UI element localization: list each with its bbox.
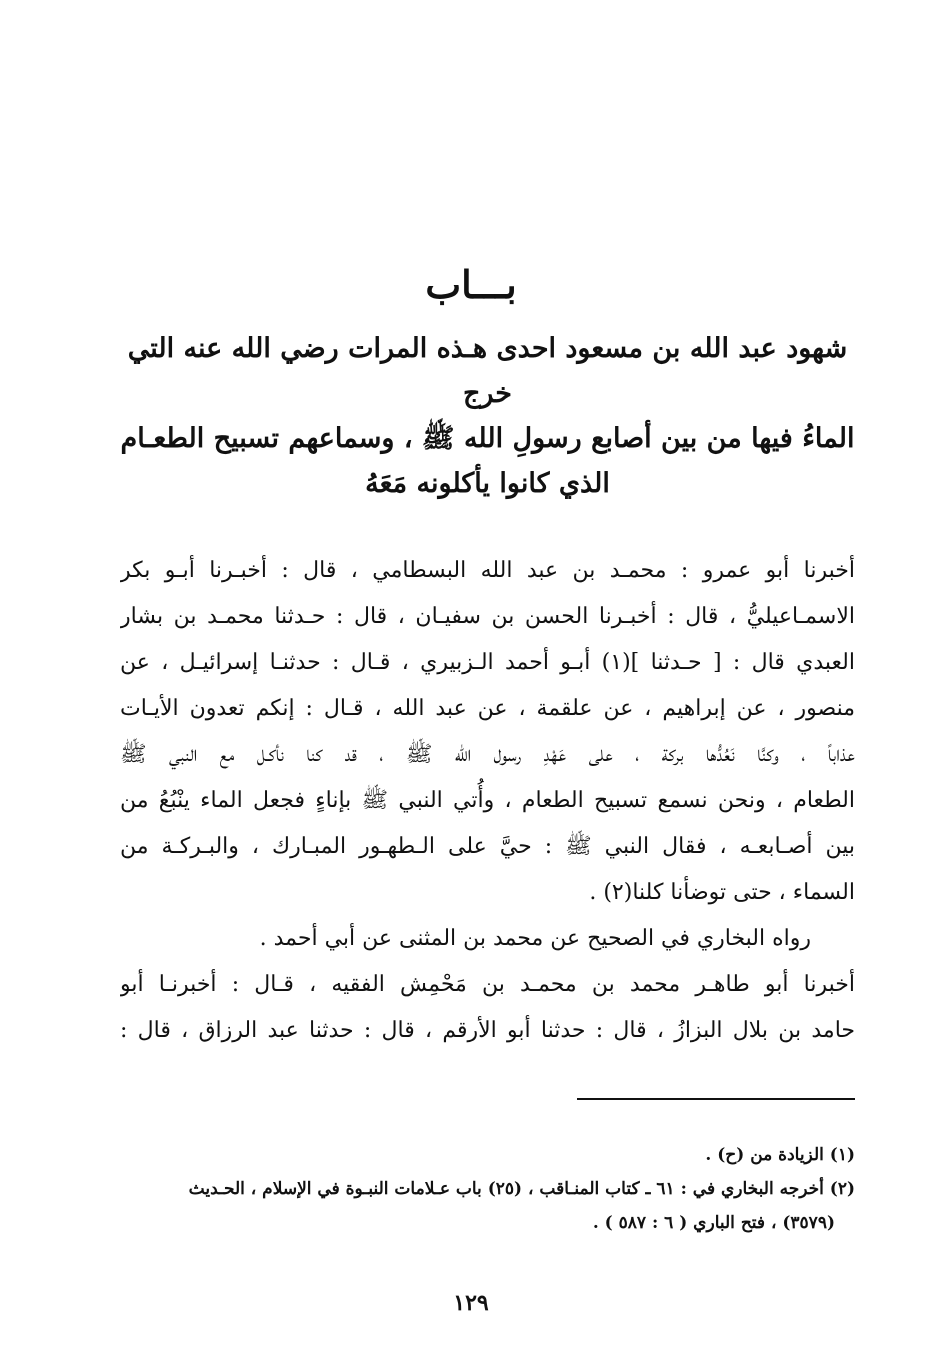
body-line: الطعام ، ونحن نسمع تسبيح الطعام ، وأُتي النبي ﷺ بإناءٍ فجعل الماء ينْبُعُ من: [120, 788, 855, 813]
body-line: بين أصـابعـه ، فقال النبي ﷺ : حيَّ على الـطهـور المبـارك ، والبـركـة من: [120, 834, 855, 859]
body-line: العبدي قال : [ حـدثنا ](١) أبـو أحمد الـزبيري ، قـال : حدثنـا إسرائيـل ، عن: [120, 650, 855, 675]
footnotes: [120, 1138, 855, 1240]
body-line: حامد بن بلال البزازُ ، قال : حدثنا أبو الأرقم ، قال : حدثنا عبد الرزاق ، قال :: [120, 1018, 855, 1043]
body-line: عذاباً ، وكنَّا نَعُدُّها بركة ، على عَهْدِ رسول الله ﷺ ، قد كنا نأكـل مع النبي ﷺ: [120, 742, 855, 767]
body-line: الاسمـاعيليُّ ، قال : أخبـرنا الحسن بن سفيـان ، قال : حـدثنا محمـد بن بشار: [120, 604, 855, 629]
footnote-1: (١) الزيادة من (ح) .: [705, 1145, 855, 1165]
footnote-2-continued: (٣٥٧٩) ، فتح الباري ( ٦ : ٥٨٧ ) .: [592, 1213, 835, 1233]
footnote-separator: [577, 1098, 855, 1100]
narration-line: رواه البخاري في الصحيح عن محمد بن المثنى عن أبي أحمد .: [259, 926, 811, 951]
chapter-title-line: شهود عبد الله بن مسعود احدى هـذه المرات رضي الله عنه التي خرج: [127, 333, 848, 409]
body-line: السماء ، حتى توضأنا كلنا(٢) .: [589, 880, 855, 905]
body-line: منصور ، عن إبراهيم ، عن علقمة ، عن عبد الله ، قـال : إنكم تعدون الأيـات: [120, 696, 855, 721]
body-line: أخبرنا أبو طاهـر محمد بن محمـد بن مَحْمِش الفقيه ، قـال : أخبرنـا أبو: [120, 972, 855, 997]
body-line: أخبرنا أبو عمرو : محمـد بن عبد الله البسطامي ، قال : أخبـرنا أبـو بكر: [120, 558, 855, 583]
chapter-title-line: الماءُ فيها من بين أصابع رسولِ الله ﷺ ، وسماعهم تسبيح الطعـام: [120, 423, 855, 454]
chapter-title: [120, 326, 855, 506]
chapter-label: بـــاب: [425, 262, 517, 307]
chapter-title-line: الذي كانوا يأكلونه مَعَهُ: [365, 468, 610, 499]
page-number: ١٢٩: [453, 1290, 489, 1316]
footnote-2: (٢) أخرجه البخاري في : ٦١ ـ كتاب المنـاقب ، (٢٥) باب عـلامات النبـوة في الإسلام ، الحـديث: [188, 1179, 855, 1199]
body-text: [120, 548, 855, 1054]
